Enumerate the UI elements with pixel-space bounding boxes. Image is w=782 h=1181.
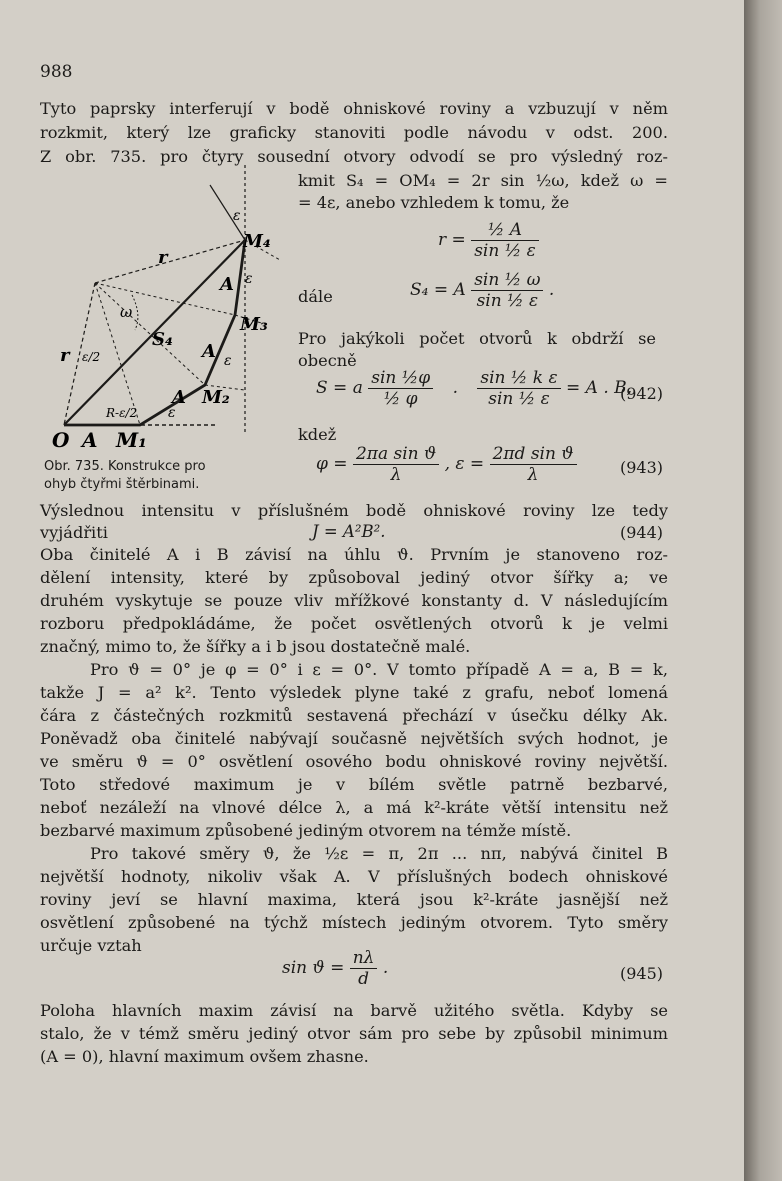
equation-943: φ = $\frac{\text{2πa sin ϑ}}{\lambda}$ , ε = $\frac{\text{2πd sin ϑ}}{\lambda}$ — [316, 444, 577, 485]
fig-label: ε — [168, 405, 176, 421]
fig-label: ε/2 — [82, 350, 101, 364]
text-line: Pro ϑ = 0° je φ = 0° i ε = 0°. V tomto případě A = a, B = k, — [90, 660, 668, 679]
text-line: značný, mimo to, že šířky a i b jsou dostatečně malé. — [40, 637, 471, 656]
page-number: 988 — [40, 62, 73, 82]
text-line: (A = 0), hlavní maximum ovšem zhasne. — [40, 1047, 369, 1066]
text-line: Tyto paprsky interferují v bodě ohniskové roviny a vzbuzují v něm — [40, 99, 668, 118]
text-line: obecně — [298, 351, 357, 370]
fig-label: A — [220, 274, 234, 295]
figure-diffraction-construction — [40, 165, 290, 455]
fig-label: ε — [233, 208, 241, 224]
fig-label: ε — [224, 353, 232, 369]
text-line: druhém vyskytuje se pouze vliv mřížkové konstanty d. V následujícím — [40, 591, 668, 610]
fig-label: r — [158, 247, 168, 268]
fig-label: A — [82, 428, 98, 452]
equation-944: J = A²B². — [312, 522, 386, 541]
text-line: kmit S₄ = OM₄ = 2r sin ½ω, kdež ω = — [298, 171, 668, 190]
fig-label: M₂ — [202, 387, 230, 408]
text-line: takže J = a² k². Tento výsledek plyne také z grafu, neboť lomená — [40, 683, 668, 702]
text-line: bezbarvé maximum způsobené jediným otvorem na témže místě. — [40, 821, 572, 840]
equation-945: sin ϑ = $\frac{n\lambda}{d}$ . — [282, 948, 389, 989]
text-line: stalo, že v témž směru jediný otvor sám pro sebe by způsobil minimum — [40, 1024, 668, 1043]
book-spine — [744, 0, 782, 1181]
fig-label: R-ε/2 — [106, 406, 138, 420]
equation-number: (944) — [620, 523, 664, 542]
text-line: dělení intensity, které by způsoboval jediný otvor šířky a; ve — [40, 568, 668, 587]
text-line: Oba činitelé A i B závisí na úhlu ϑ. Prvním je stanoveno roz- — [40, 545, 668, 564]
fig-label: O — [52, 428, 70, 452]
fig-label: M₄ — [243, 231, 271, 252]
text-line: osvětlení způsobené na týchž místech jediným otvorem. Tyto směry — [40, 913, 668, 932]
text-line: Pro takové směry ϑ, že ½ε = π, 2π ... nπ, nabývá činitel B — [90, 844, 668, 863]
fig-label: M₁ — [116, 428, 147, 452]
text-line: Z obr. 735. pro čtyry sousední otvory odvodí se pro výsledný roz- — [40, 147, 668, 166]
text-line: dále — [298, 287, 333, 306]
equation-s4: S₄ = A $\frac{\text{sin ½ ω}}{\text{sin ½ ε}}$ . — [410, 270, 555, 311]
equation-r: r = $\frac{\text{½ A}}{\text{sin ½ ε}}$ — [438, 220, 539, 261]
fig-label: r — [60, 345, 70, 366]
fig-label: ε — [245, 271, 253, 287]
text-line: největší hodnoty, nikoliv však A. V příslušných bodech ohniskové — [40, 867, 668, 886]
fig-label: A — [172, 387, 186, 408]
fig-label: A — [202, 341, 216, 362]
text-line: Výslednou intensitu v příslušném bodě ohniskové roviny lze tedy — [40, 501, 668, 520]
text-line: Pro jakýkoli počet otvorů k obdrží se — [298, 329, 656, 348]
text-line: vyjádřiti — [40, 523, 108, 542]
text-line: rozkmit, který lze graficky stanoviti podle návodu v odst. 200. — [40, 123, 668, 142]
text-line: Poloha hlavních maxim závisí na barvě užitého světla. Kdyby se — [40, 1001, 668, 1020]
equation-942: S = a $\frac{\text{sin ½φ}}{\text{½ φ}}$ . $\frac{\text{sin ½ k ε}}{\text{sin ½ ε}}$ = A . B, — [316, 368, 633, 409]
text-line: kdež — [298, 425, 337, 444]
text-line: = 4ε, anebo vzhledem k tomu, že — [298, 193, 570, 212]
text-line: rozboru předpokládáme, že počet osvětlených otvorů k je velmi — [40, 614, 668, 633]
equation-number: (945) — [620, 964, 664, 983]
fig-label: M₃ — [240, 314, 268, 335]
equation-number: (942) — [620, 384, 664, 403]
text-line: neboť nezáleží na vlnové délce λ, a má k²-kráte větší intensitu než — [40, 798, 668, 817]
fig-label: S₄ — [152, 329, 173, 350]
figure-caption: Obr. 735. Konstrukce pro ohyb čtyřmi štěrbinami. — [44, 459, 206, 492]
text-line: ve směru ϑ = 0° osvětlení osového bodu ohniskové roviny největší. — [40, 752, 668, 771]
text-line: roviny jeví se hlavní maxima, která jsou k²-kráte jasnější než — [40, 890, 668, 909]
text-line: Toto středové maximum je v bílém světle patrně bezbarvé, — [40, 775, 668, 794]
text-line: čára z částečných rozkmitů sestavená přechází v úsečku délky Ak. — [40, 706, 668, 725]
equation-number: (943) — [620, 458, 664, 477]
text-line: Poněvadž oba činitelé nabývají současně největších svých hodnot, je — [40, 729, 668, 748]
text-line: určuje vztah — [40, 936, 142, 955]
fig-label: ω — [120, 303, 133, 321]
